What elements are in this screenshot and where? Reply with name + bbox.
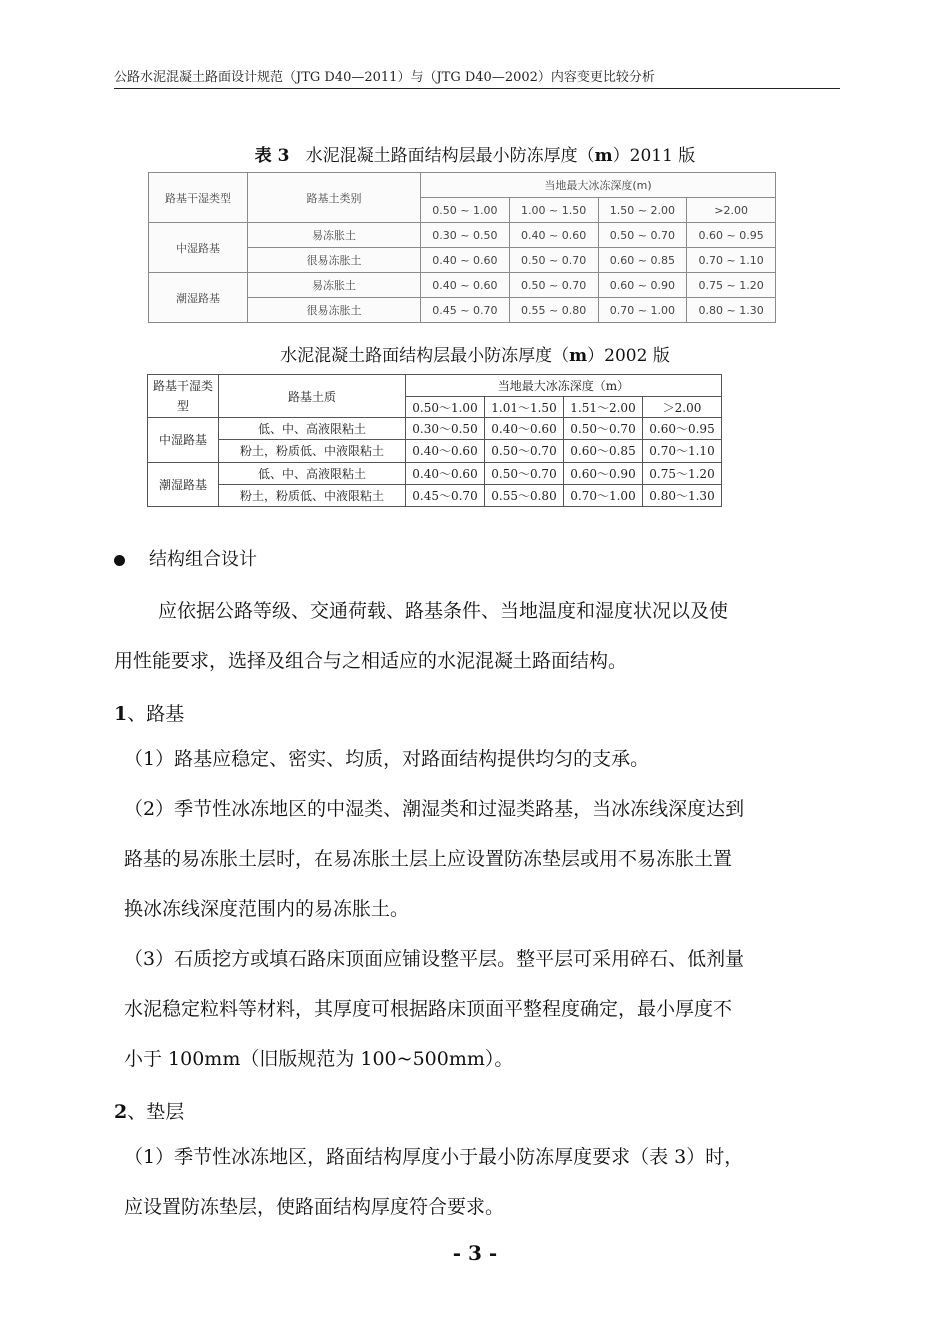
value-cell: 0.70 ~ 1.00	[598, 298, 687, 323]
value-cell: 0.70～1.00	[564, 484, 643, 506]
range-cell: >2.00	[687, 198, 776, 223]
range-cell: 1.50 ~ 2.00	[598, 198, 687, 223]
caption-unit: m	[594, 146, 613, 166]
value-cell: 0.60 ~ 0.85	[598, 248, 687, 273]
caption-text: 水泥混凝土路面结构层最小防冻厚度（	[280, 346, 570, 366]
bullet-text: 结构组合设计	[149, 549, 257, 570]
soil-cell: 很易冻胀土	[248, 298, 421, 323]
frost-thickness-table-2002	[147, 374, 722, 507]
value-cell: 0.60～0.95	[643, 418, 722, 440]
header-type: 路基干湿类型	[148, 375, 219, 418]
header-depth: 当地最大冰冻深度（m）	[406, 375, 722, 397]
caption-end: ）2011 版	[612, 146, 696, 166]
paragraph-line: （1）路基应稳定、密实、均质，对路面结构提供均匀的支承。	[124, 748, 650, 770]
soil-cell: 低、中、高液限粘土	[219, 418, 406, 440]
range-cell: ＞2.00	[643, 397, 722, 418]
range-cell: 0.50 ~ 1.00	[421, 198, 510, 223]
range-cell: 0.50～1.00	[406, 397, 485, 418]
section-number: 1	[114, 703, 128, 725]
soil-cell: 易冻胀土	[248, 273, 421, 298]
table-row	[149, 223, 776, 248]
table-2011-caption	[0, 141, 950, 166]
value-cell: 0.40～0.60	[406, 462, 485, 484]
paragraph-line: 路基的易冻胀土层时，在易冻胀土层上应设置防冻垫层或用不易冻胀土置	[124, 848, 733, 870]
table-row	[148, 484, 722, 506]
soil-cell: 粉土，粉质低、中液限粘土	[219, 440, 406, 462]
range-cell: 1.00 ~ 1.50	[509, 198, 598, 223]
value-cell: 0.60～0.85	[564, 440, 643, 462]
table-row	[148, 462, 722, 484]
header-soil: 路基土类别	[248, 173, 421, 223]
section-number: 2	[114, 1101, 128, 1123]
paragraph-line: 用性能要求，选择及组合与之相适应的水泥混凝土路面结构。	[114, 650, 628, 672]
table-2002-caption	[0, 341, 950, 366]
table-row	[149, 273, 776, 298]
value-cell: 0.45～0.70	[406, 484, 485, 506]
soil-cell: 粉土，粉质低、中液限粘土	[219, 484, 406, 506]
paragraph-line: （1）季节性冰冻地区，路面结构厚度小于最小防冻厚度要求（表 3）时，	[124, 1146, 744, 1168]
value-cell: 0.40 ~ 0.60	[421, 273, 510, 298]
soil-cell: 易冻胀土	[248, 223, 421, 248]
paragraph-line: 小于 100mm（旧版规范为 100~500mm）。	[124, 1048, 514, 1070]
group-cell: 潮湿路基	[148, 462, 219, 507]
page-number: - 3 -	[452, 1241, 498, 1265]
section-heading	[114, 1097, 184, 1124]
value-cell: 0.70～1.10	[643, 440, 722, 462]
value-cell: 0.50～0.70	[564, 418, 643, 440]
value-cell: 0.50～0.70	[485, 440, 564, 462]
value-cell: 0.40～0.60	[406, 440, 485, 462]
caption-text: 水泥混凝土路面结构层最小防冻厚度（	[305, 146, 595, 166]
range-cell: 1.01～1.50	[485, 397, 564, 418]
value-cell: 0.30～0.50	[406, 418, 485, 440]
group-cell: 中湿路基	[148, 418, 219, 463]
paragraph-line: （3）石质挖方或填石路床顶面应铺设整平层。整平层可采用碎石、低剂量	[124, 948, 745, 970]
paragraph-line: （2）季节性冰冻地区的中湿类、潮湿类和过湿类路基，当冰冻线深度达到	[124, 798, 745, 820]
value-cell: 0.80～1.30	[643, 484, 722, 506]
value-cell: 0.45 ~ 0.70	[421, 298, 510, 323]
section-heading	[114, 699, 184, 726]
paragraph-line: 水泥稳定粒料等材料，其厚度可根据路床顶面平整程度确定，最小厚度不	[124, 998, 733, 1020]
value-cell: 0.50 ~ 0.70	[509, 248, 598, 273]
soil-cell: 低、中、高液限粘土	[219, 462, 406, 484]
value-cell: 0.50～0.70	[485, 462, 564, 484]
section-bullet	[114, 545, 257, 571]
range-cell: 1.51～2.00	[564, 397, 643, 418]
group-cell: 中湿路基	[149, 223, 248, 273]
value-cell: 0.60～0.90	[564, 462, 643, 484]
bullet-icon	[114, 555, 125, 566]
section-title: 、路基	[127, 703, 185, 725]
value-cell: 0.60 ~ 0.90	[598, 273, 687, 298]
value-cell: 0.70 ~ 1.10	[687, 248, 776, 273]
caption-end: ）2002 版	[587, 346, 670, 366]
running-header: 公路水泥混凝土路面设计规范（JTG D40—2011）与（JTG D40—2002）内容变更比较分析	[114, 66, 840, 89]
value-cell: 0.60 ~ 0.95	[687, 223, 776, 248]
value-cell: 0.40～0.60	[485, 418, 564, 440]
table-row	[148, 440, 722, 462]
value-cell: 0.50 ~ 0.70	[598, 223, 687, 248]
value-cell: 0.40 ~ 0.60	[421, 248, 510, 273]
caption-unit: m	[569, 346, 588, 366]
frost-thickness-table-2011	[148, 172, 776, 323]
paragraph-line: 应设置防冻垫层，使路面结构厚度符合要求。	[124, 1196, 505, 1218]
value-cell: 0.30 ~ 0.50	[421, 223, 510, 248]
value-cell: 0.50 ~ 0.70	[509, 273, 598, 298]
table-label: 表 3	[254, 146, 290, 166]
paragraph-line: 应依据公路等级、交通荷载、路基条件、当地温度和湿度状况以及使	[158, 600, 729, 622]
header-depth: 当地最大冰冻深度(m)	[421, 173, 776, 198]
value-cell: 0.75～1.20	[643, 462, 722, 484]
value-cell: 0.40 ~ 0.60	[509, 223, 598, 248]
value-cell: 0.55 ~ 0.80	[509, 298, 598, 323]
header-type: 路基干湿类型	[149, 173, 248, 223]
section-title: 、垫层	[127, 1101, 185, 1123]
soil-cell: 很易冻胀土	[248, 248, 421, 273]
value-cell: 0.80 ~ 1.30	[687, 298, 776, 323]
group-cell: 潮湿路基	[149, 273, 248, 323]
header-soil: 路基土质	[219, 375, 406, 418]
paragraph-line: 换冰冻线深度范围内的易冻胀土。	[124, 898, 410, 920]
table-row	[148, 418, 722, 440]
value-cell: 0.75 ~ 1.20	[687, 273, 776, 298]
value-cell: 0.55～0.80	[485, 484, 564, 506]
